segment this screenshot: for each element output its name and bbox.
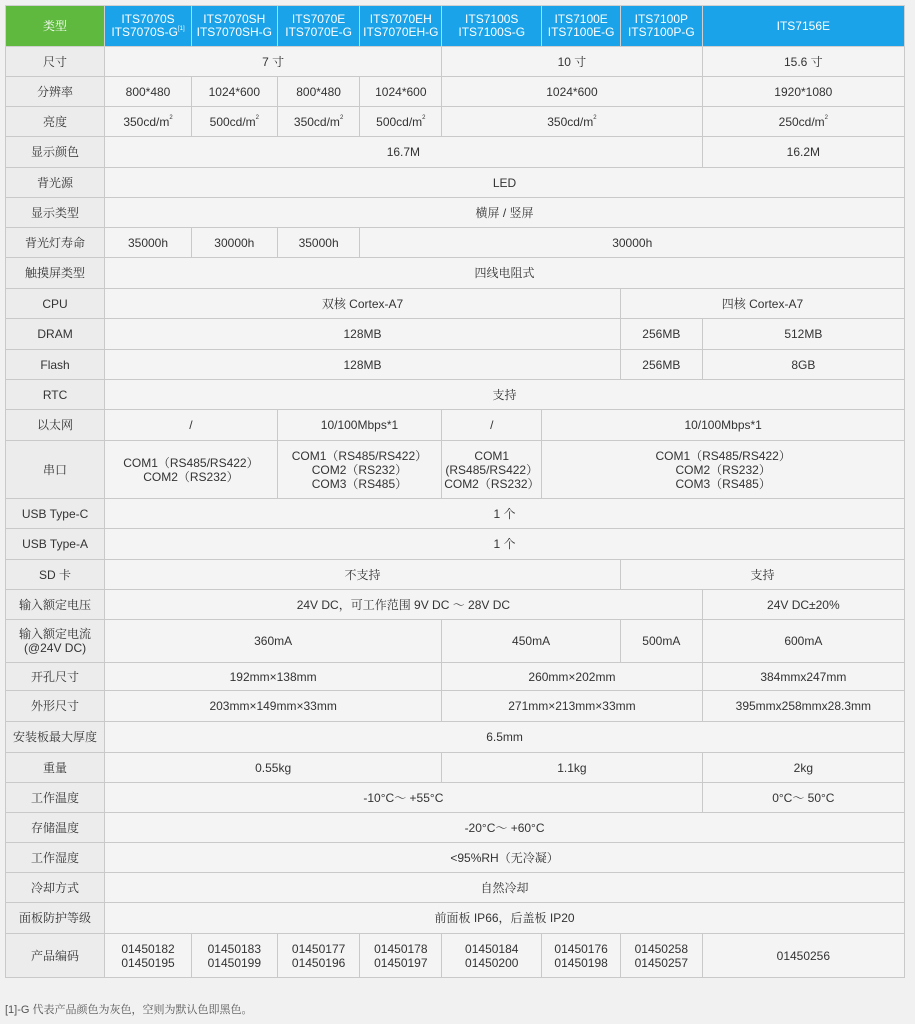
table-row (6, 722, 905, 753)
cell: 500mA (620, 620, 702, 663)
cell: 512MB (702, 319, 904, 350)
row-label: USB Type-C (6, 499, 105, 529)
cell: -20°C～ +60°C (105, 813, 905, 843)
table-row (6, 499, 905, 529)
row-label: 显示颜色 (6, 137, 105, 168)
cell: 1024*600 (191, 77, 277, 107)
cell: 128MB (105, 319, 621, 350)
row-label: 面板防护等级 (6, 903, 105, 934)
cell: 双核 Cortex-A7 (105, 289, 621, 319)
cell: 35000h (105, 228, 192, 258)
row-label: 串口 (6, 441, 105, 499)
cell: 360mA (105, 620, 442, 663)
cell: 15.6 寸 (702, 47, 904, 77)
cell: 支持 (105, 380, 905, 410)
cell: 16.7M (105, 137, 703, 168)
cell: 10/100Mbps*1 (542, 410, 905, 441)
model-header: ITS7070SH ITS7070SH-G (191, 6, 277, 47)
cell: COM1（RS485/RS422） COM2（RS232） (105, 441, 278, 499)
table-row (6, 410, 905, 441)
cell: 8GB (702, 350, 904, 380)
cell: 四核 Cortex-A7 (620, 289, 904, 319)
header-type-label: 类型 (6, 6, 105, 47)
cell: 35000h (277, 228, 360, 258)
cell: 16.2M (702, 137, 904, 168)
cell: 24V DC，可工作范围 9V DC ～ 28V DC (105, 590, 703, 620)
model-header: ITS7070EH ITS7070EH-G (360, 6, 442, 47)
table-row (6, 783, 905, 813)
row-label: 亮度 (6, 107, 105, 137)
row-label: CPU (6, 289, 105, 319)
cell: 1 个 (105, 499, 905, 529)
cell: 01450256 (702, 934, 904, 978)
table-row (6, 380, 905, 410)
row-label: 重量 (6, 753, 105, 783)
row-label: 背光源 (6, 168, 105, 198)
cell: 256MB (620, 319, 702, 350)
cell: LED (105, 168, 905, 198)
cell: 30000h (191, 228, 277, 258)
cell: COM1（RS485/RS422） COM2（RS232） COM3（RS485） (277, 441, 441, 499)
row-label: USB Type-A (6, 529, 105, 560)
table-row (6, 258, 905, 289)
cell: 01450177 01450196 (277, 934, 360, 978)
table-row (6, 590, 905, 620)
cell: 800*480 (277, 77, 360, 107)
cell: 1.1kg (442, 753, 702, 783)
row-label: 输入额定电流 (@24V DC) (6, 620, 105, 663)
table-row (6, 903, 905, 934)
table-row (6, 289, 905, 319)
row-label: Flash (6, 350, 105, 380)
cell: 30000h (360, 228, 905, 258)
cell: 10/100Mbps*1 (277, 410, 441, 441)
table-row (6, 198, 905, 228)
cell: 128MB (105, 350, 621, 380)
table-row (6, 228, 905, 258)
table-row (6, 560, 905, 590)
model-header: ITS7070S ITS7070S-G[1] (105, 6, 192, 47)
cell: <95%RH（无冷凝） (105, 843, 905, 873)
model-header: ITS7100S ITS7100S-G (442, 6, 542, 47)
row-label: 工作温度 (6, 783, 105, 813)
cell: 01450183 01450199 (191, 934, 277, 978)
cell: $350cd/m^2$ (277, 107, 360, 137)
cell: 450mA (442, 620, 621, 663)
cell: 256MB (620, 350, 702, 380)
cell: $500cd/m^2$ (191, 107, 277, 137)
model-header: ITS7070E ITS7070E-G (277, 6, 360, 47)
model-header: ITS7100E ITS7100E-G (542, 6, 621, 47)
cell: 24V DC±20% (702, 590, 904, 620)
table-row (6, 620, 905, 663)
cell: 7 寸 (105, 47, 442, 77)
table-row (6, 319, 905, 350)
table-row (6, 753, 905, 783)
cell: 10 寸 (442, 47, 702, 77)
row-label: 产品编码 (6, 934, 105, 978)
model-header: ITS7100P ITS7100P-G (620, 6, 702, 47)
cell: 192mm×138mm (105, 663, 442, 691)
cell: 四线电阻式 (105, 258, 905, 289)
table-row (6, 663, 905, 691)
table-row (6, 137, 905, 168)
cell: 01450184 01450200 (442, 934, 542, 978)
cell: 01450178 01450197 (360, 934, 442, 978)
cell: 203mm×149mm×33mm (105, 691, 442, 722)
cell: 1 个 (105, 529, 905, 560)
cell: $350cd/m^2$ (442, 107, 702, 137)
cell: $500cd/m^2$ (360, 107, 442, 137)
table-row (6, 934, 905, 978)
row-label: DRAM (6, 319, 105, 350)
cell: 271mm×213mm×33mm (442, 691, 702, 722)
row-label: RTC (6, 380, 105, 410)
row-label: 输入额定电压 (6, 590, 105, 620)
cell: -10°C～ +55°C (105, 783, 703, 813)
cell: / (442, 410, 542, 441)
row-label: 冷却方式 (6, 873, 105, 903)
row-label: 安装板最大厚度 (6, 722, 105, 753)
cell: 260mm×202mm (442, 663, 702, 691)
cell: 横屏 / 竖屏 (105, 198, 905, 228)
footnote: [1]-G 代表产品颜色为灰色，空则为默认色即黑色。 (5, 1004, 253, 1016)
spec-table (5, 5, 905, 978)
table-row (6, 873, 905, 903)
cell: 支持 (620, 560, 904, 590)
row-label: 存储温度 (6, 813, 105, 843)
table-row (6, 107, 905, 137)
row-label: 背光灯寿命 (6, 228, 105, 258)
cell: 6.5mm (105, 722, 905, 753)
model-header: ITS7156E (702, 6, 904, 47)
cell: 前面板 IP66，后盖板 IP20 (105, 903, 905, 934)
cell: 384mmx247mm (702, 663, 904, 691)
header-row (6, 6, 905, 47)
table-row (6, 168, 905, 198)
table-row (6, 813, 905, 843)
row-label: 外形尺寸 (6, 691, 105, 722)
table-row (6, 47, 905, 77)
cell: 800*480 (105, 77, 192, 107)
table-row (6, 350, 905, 380)
cell: 1024*600 (360, 77, 442, 107)
row-label: 工作湿度 (6, 843, 105, 873)
cell: $250cd/m^2$ (702, 107, 904, 137)
row-label: 显示类型 (6, 198, 105, 228)
cell: 1920*1080 (702, 77, 904, 107)
row-label: 以太网 (6, 410, 105, 441)
cell: / (105, 410, 278, 441)
cell: 01450258 01450257 (620, 934, 702, 978)
table-row (6, 843, 905, 873)
cell: 2kg (702, 753, 904, 783)
cell: 不支持 (105, 560, 621, 590)
cell: 01450182 01450195 (105, 934, 192, 978)
cell: 395mmx258mmx28.3mm (702, 691, 904, 722)
table-row (6, 691, 905, 722)
cell: $350cd/m^2$ (105, 107, 192, 137)
table-row (6, 529, 905, 560)
cell: 0.55kg (105, 753, 442, 783)
cell: 1024*600 (442, 77, 702, 107)
row-label: 分辨率 (6, 77, 105, 107)
row-label: 尺寸 (6, 47, 105, 77)
table-row (6, 77, 905, 107)
cell: COM1 (RS485/RS422） COM2（RS232） (442, 441, 542, 499)
cell: 0°C～ 50°C (702, 783, 904, 813)
cell: COM1（RS485/RS422） COM2（RS232） COM3（RS485） (542, 441, 905, 499)
cell: 自然冷却 (105, 873, 905, 903)
row-label: 开孔尺寸 (6, 663, 105, 691)
row-label: SD 卡 (6, 560, 105, 590)
row-label: 触摸屏类型 (6, 258, 105, 289)
table-row (6, 441, 905, 499)
cell: 01450176 01450198 (542, 934, 621, 978)
cell: 600mA (702, 620, 904, 663)
